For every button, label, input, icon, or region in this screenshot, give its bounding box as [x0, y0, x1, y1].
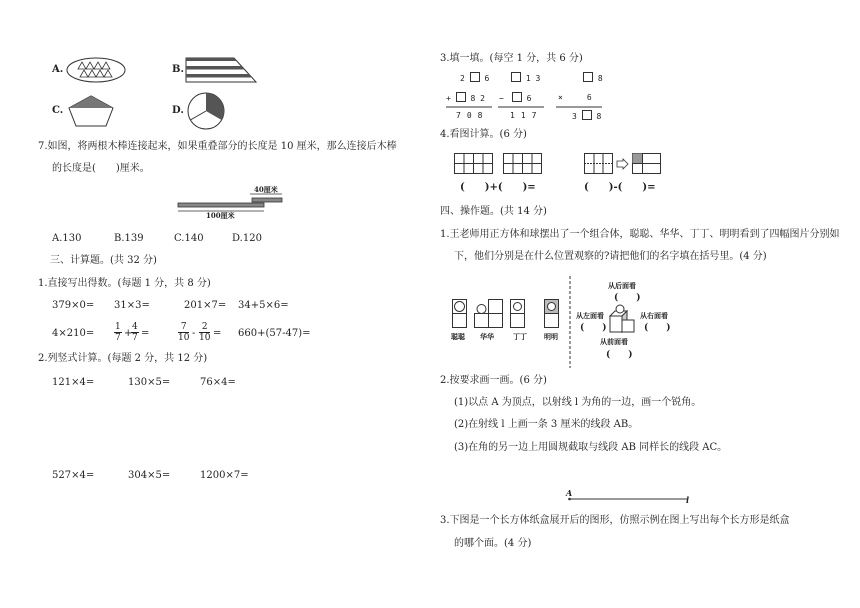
answer-paren-right: ( ): [644, 323, 671, 333]
answer-paren-front: ( ): [606, 350, 633, 360]
fraction-2-10: $\frac{2}{10}$: [199, 322, 211, 343]
fraction-1-7: $\frac{1}{7}$: [115, 322, 121, 343]
op3-text-line1: 3.下图是一个长方体纸盒展开后的图形，仿照示例在图上写出每个长方形是纸盒: [440, 515, 790, 526]
striped-trapezoid-figure: [184, 56, 258, 86]
q2-title: 2.列竖式计算。(每题 2 分，共 12 分): [38, 353, 208, 364]
q1-item-5: 4×210=: [52, 328, 95, 339]
four-views-figure: [450, 297, 570, 337]
label-from-front: 从前面看: [600, 338, 628, 346]
blank-box[interactable]: [583, 72, 593, 82]
3d-combination-figure: [606, 304, 642, 336]
q2-item-6: 1200×7=: [200, 470, 249, 481]
addition-result: 708: [456, 111, 489, 120]
blank-box[interactable]: [512, 92, 522, 102]
q2-item-1: 121×4=: [52, 377, 95, 388]
q2-item-2: 130×5=: [128, 377, 171, 388]
q7-option-b: B.139: [114, 233, 144, 244]
ray-l-label: l: [686, 495, 690, 505]
ray-l: [568, 496, 690, 502]
equals-sign: =: [213, 328, 222, 339]
grid-rectangle-2: [503, 153, 543, 175]
q4-expression-1: ( )+( )=: [460, 182, 536, 193]
option-c-label: C.: [52, 105, 64, 116]
name-dingding: 丁丁: [513, 333, 527, 341]
q1-title: 1.直接写出得数。(每题 1 分，共 8 分): [38, 278, 211, 289]
blank-box[interactable]: [456, 92, 466, 102]
q3-title: 3.填一填。(每空 1 分，共 6 分): [440, 53, 583, 64]
option-a-label: A.: [52, 64, 64, 75]
option-d-label: D.: [172, 105, 184, 116]
q2-item-3: 76×4=: [200, 377, 236, 388]
name-mingming: 明明: [544, 333, 558, 341]
blank-box[interactable]: [582, 110, 592, 120]
q7-option-d: D.120: [232, 233, 262, 244]
q7-text-line1: 7.如图，将两根木棒连接起来，如果重叠部分的长度是 10 厘米，那么连接后木棒: [38, 141, 397, 152]
blank-box[interactable]: [470, 72, 480, 82]
dashed-divider: [568, 276, 572, 368]
q2-item-4: 527×4=: [52, 470, 95, 481]
op2-step-3: (3)在角的另一边上用圆规截取与线段 AB 同样长的线段 AC。: [454, 442, 728, 453]
label-40cm: 40厘米: [254, 185, 278, 194]
q7-option-a: A.130: [52, 233, 82, 244]
equals-sign: =: [141, 328, 150, 339]
q4-expression-2: ( )-( )=: [584, 182, 656, 193]
q1-item-1: 379×0=: [52, 300, 95, 311]
q4-title: 4.看图计算。(6 分): [440, 129, 527, 140]
q1-item-4: 34+5×6=: [238, 300, 289, 311]
option-b-label: B.: [172, 64, 184, 75]
grid-subtraction-figure: [584, 153, 664, 175]
grid-rectangle-1: [454, 153, 494, 175]
op2-step-1: (1)以点 A 为顶点，以射线 l 为角的一边，画一个锐角。: [454, 397, 702, 408]
blank-box[interactable]: [511, 72, 521, 82]
answer-paren-left: ( ): [580, 323, 607, 333]
label-from-right: 从右面看: [640, 312, 668, 320]
triangles-in-oval-figure: [66, 57, 126, 83]
op2-title: 2.按要求画一画。(6 分): [440, 375, 547, 386]
q1-item-8: 660+(57-47)=: [238, 328, 311, 339]
label-from-back: 从后面看: [608, 282, 636, 290]
label-from-left: 从左面看: [576, 312, 604, 320]
name-congcong: 聪聪: [451, 333, 465, 341]
label-100cm: 100厘米: [206, 211, 235, 220]
underline: [446, 106, 494, 108]
q1-item-2: 31×3=: [114, 300, 150, 311]
subtraction-result: 117: [510, 111, 543, 120]
op2-step-2: (2)在射线 l 上画一条 3 厘米的线段 AB。: [454, 419, 639, 430]
fraction-7-10: $\frac{7}{10}$: [178, 322, 190, 343]
q2-item-5: 304×5=: [128, 470, 171, 481]
q7-text-line2: 的长度是( )厘米。: [52, 163, 150, 174]
section4-title: 四、操作题。(共 14 分): [440, 206, 547, 217]
pentagon-figure: [66, 94, 116, 128]
divided-circle-figure: [186, 91, 226, 131]
name-huahua: 华华: [480, 333, 494, 341]
q1-item-3: 201×7=: [184, 300, 227, 311]
section3-title: 三、计算题。(共 32 分): [50, 255, 157, 266]
underline: [498, 106, 546, 108]
q7-option-c: C.140: [174, 233, 204, 244]
answer-paren-back: ( ): [614, 293, 641, 303]
minus-operator: -: [192, 328, 196, 339]
op1-text-line2: 下，他们分别是在什么位置观察的?请把他们的名字填在括号里。(4 分): [454, 251, 767, 262]
fraction-4-7: $\frac{4}{7}$: [132, 322, 138, 343]
op1-text-line1: 1.王老师用正方体和球摆出了一个组合体，聪聪、华华、丁丁、明明看到了四幅图片分别如: [440, 229, 840, 240]
point-a-label: A: [566, 488, 573, 498]
op3-text-line2: 的哪个面。(4 分): [454, 538, 532, 549]
plus-operator: +: [124, 328, 133, 339]
underline: [556, 106, 604, 108]
